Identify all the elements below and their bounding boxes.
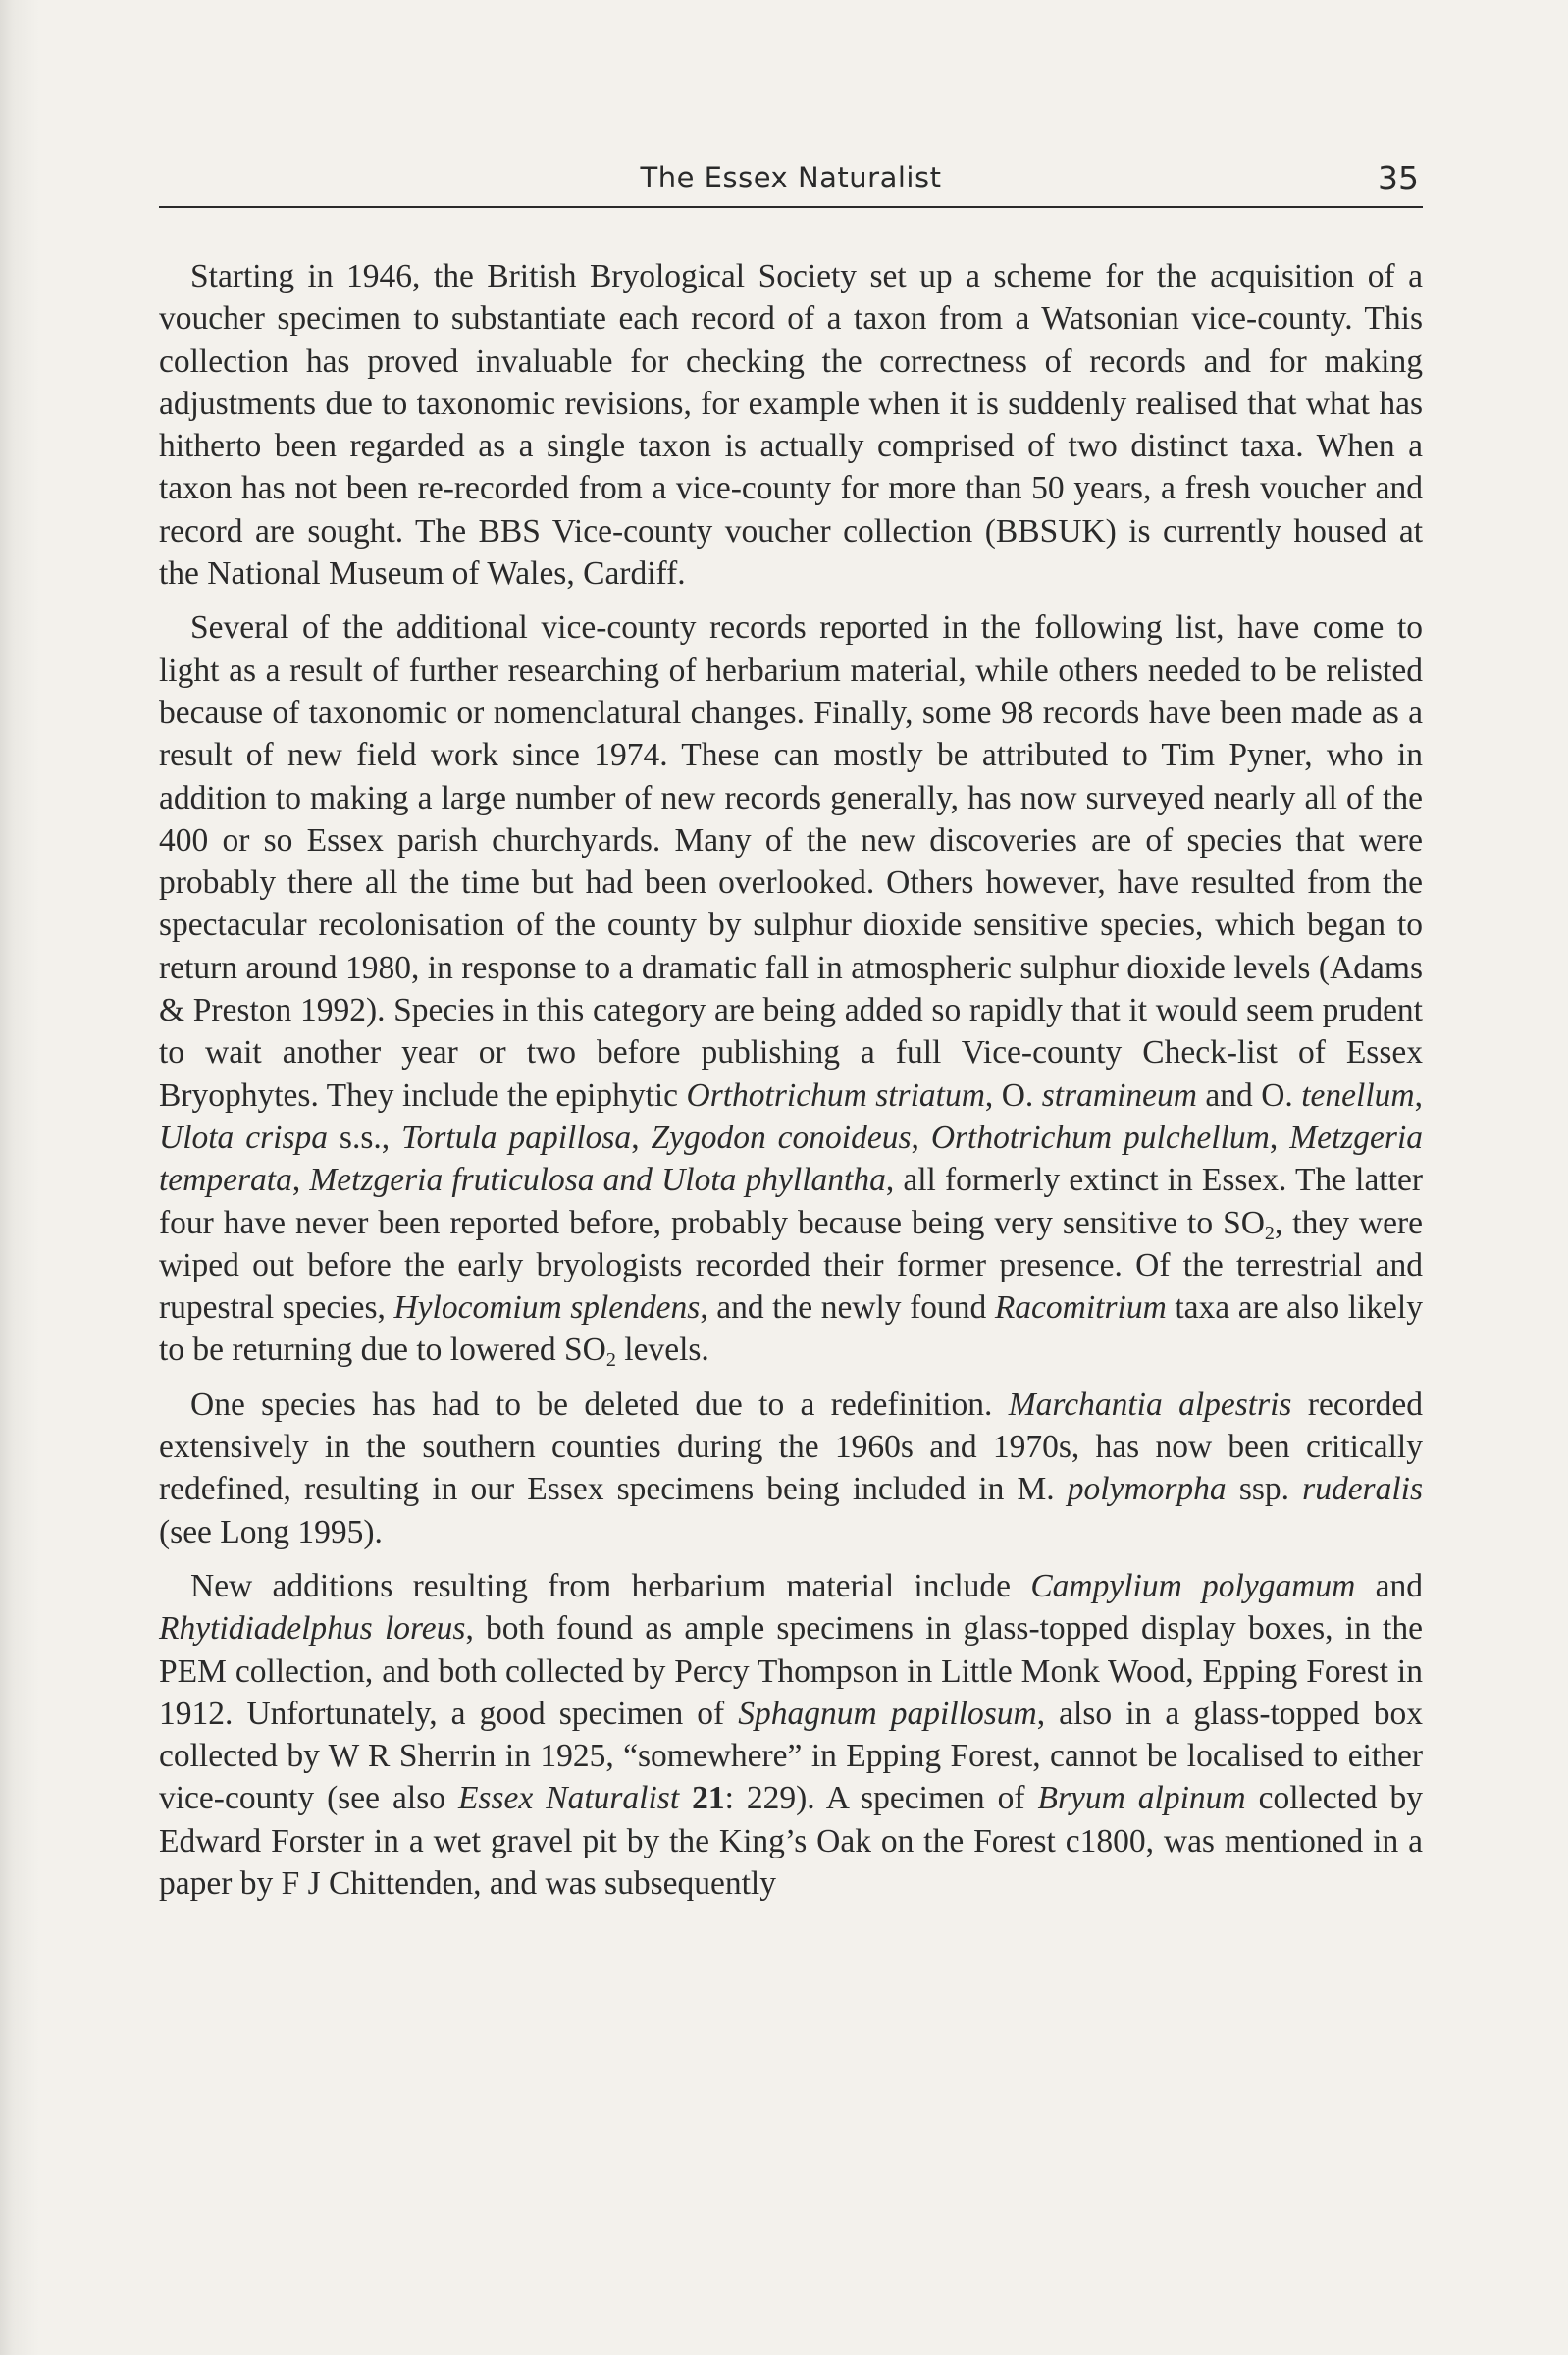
text-run: , and the newly found	[700, 1289, 995, 1327]
text-run: ,	[911, 1119, 931, 1156]
text-run: One species has had to be deleted due to a redefinition.	[190, 1386, 1009, 1423]
text-run: collected by Edward Forster in a wet gravel pit by the King’s Oak on the Forest c1800, was mentioned in a paper by F J Chittenden, and was subsequently	[159, 1780, 1423, 1902]
paragraph	[159, 255, 1423, 595]
text-run: and	[1355, 1567, 1423, 1604]
text-run: ssp.	[1226, 1471, 1303, 1508]
page-number: 35	[1378, 159, 1419, 197]
paragraph	[159, 1565, 1423, 1905]
text-run: , all formerly extinct in Essex. The latter four have never been reported before, probably because being very sensitive to SO	[159, 1162, 1424, 1241]
text-run: Several of the additional vice-county records reported in the following list, have come to light as a result of further researching of herbarium material, while others needed to be relisted because of taxonomic or nomenclatural changes. Finally, some 98 records have been made as a result of new field work since 1974. These can mostly be attributed to Tim Pyner, who in addition to making a large number of new records generally, has now surveyed nearly all of the 400 or so Essex parish churchyards. Many of the new discoveries are of species that were probably there all the time but had been overlooked. Others however, have resulted from the spectacular recolonisation of the county by sulphur dioxide sensitive species, which began to return around 1980, in response to a dramatic fall in atmospheric sulphur dioxide levels (Adams & Preston 1992). Species in this category are being added so rapidly that it would seem prudent to wait another year or two before publishing a full Vice-county Check-list of Essex Bryophytes. They include the epiphytic	[159, 609, 1423, 1114]
text-run: and O.	[1196, 1076, 1302, 1114]
italic-run: Tortula papillosa	[401, 1119, 632, 1156]
text-run: : 229). A specimen of	[724, 1780, 1038, 1817]
text-run: ,	[631, 1119, 652, 1156]
text-run: Starting in 1946, the British Bryological Society set up a scheme for the acquisition of a voucher specimen to substantiate each record of a taxon from a Watsonian vice-county. This collection has proved invaluable for checking the correctness of records and for making adjustments due to taxonomic revisions, for example when it is suddenly realised that what has hitherto been regarded as a single taxon is actually comprised of two distinct taxa. When a taxon has not been re-recorded from a vice-county for more than 50 years, a fresh voucher and record are sought. The BBS Vice-county voucher collection (BBSUK) is currently housed at the National Museum of Wales, Cardiff.	[159, 258, 1423, 593]
bold-run: 21	[692, 1780, 725, 1817]
italic-run: stramineum	[1041, 1076, 1197, 1114]
running-head	[159, 155, 1423, 208]
italic-run: Bryum alpinum	[1037, 1780, 1246, 1817]
italic-run: Ulota crispa	[159, 1119, 328, 1156]
text-run: New additions resulting from herbarium material include	[190, 1567, 1031, 1604]
text-run: ,	[291, 1162, 310, 1199]
text-run	[679, 1780, 692, 1816]
italic-run: Campylium polygamum	[1030, 1567, 1356, 1604]
text-run: s.s.,	[328, 1119, 402, 1156]
subscript-run: 2	[605, 1349, 616, 1372]
italic-run: Zygodon conoideus	[651, 1119, 912, 1156]
italic-run: Orthotrichum striatum	[686, 1076, 985, 1114]
italic-run: Essex Naturalist	[457, 1780, 680, 1817]
italic-run: polymorpha	[1067, 1471, 1227, 1508]
text-run: , they were wiped out before the early bryologists recorded their former presence. Of the terrestrial and rupestral species,	[159, 1204, 1423, 1327]
italic-run: Marchantia alpestris	[1008, 1386, 1292, 1423]
journal-title: The Essex Naturalist	[640, 161, 942, 194]
italic-run: Orthotrichum pulchellum	[930, 1119, 1270, 1156]
italic-run: Hylocomium splendens	[393, 1289, 701, 1327]
subscript-run: 2	[1264, 1222, 1275, 1244]
italic-run: Rhytidiadelphus loreus	[159, 1610, 466, 1648]
paragraph	[159, 1384, 1423, 1553]
text-run: taxa are also likely to be returning due to lowered SO	[159, 1289, 1423, 1369]
text-run: , both found as ample specimens in glass-topped display boxes, in the PEM collection, and both collected by Percy Thompson in Little Monk Wood, Epping Forest in 1912. Unfortunately, a good specimen of	[159, 1610, 1423, 1732]
text-run: , O.	[984, 1076, 1042, 1114]
paragraph	[159, 606, 1423, 1371]
text-run: levels.	[615, 1332, 709, 1369]
text-run: ,	[1269, 1119, 1290, 1156]
text-run: , also in a glass-topped box collected by W R Sherrin in 1925, “somewhere” in Epping Forest, cannot be localised to either vice-county (see also	[159, 1695, 1423, 1817]
italic-run: ruderalis	[1302, 1471, 1424, 1508]
italic-run: Metzgeria temperata	[159, 1119, 1424, 1199]
italic-run: tenellum	[1301, 1076, 1415, 1114]
italic-run: Metzgeria fruticulosa and Ulota phyllantha	[309, 1162, 886, 1199]
text-run: ,	[1414, 1076, 1423, 1114]
body-text	[159, 255, 1423, 1916]
italic-run: Racomitrium	[994, 1289, 1167, 1327]
text-run: (see Long 1995).	[159, 1513, 383, 1550]
italic-run: Sphagnum papillosum	[738, 1695, 1037, 1732]
text-run: recorded extensively in the southern counties during the 1960s and 1970s, has now been critically redefined, resulting in our Essex specimens being included in M.	[159, 1386, 1423, 1508]
